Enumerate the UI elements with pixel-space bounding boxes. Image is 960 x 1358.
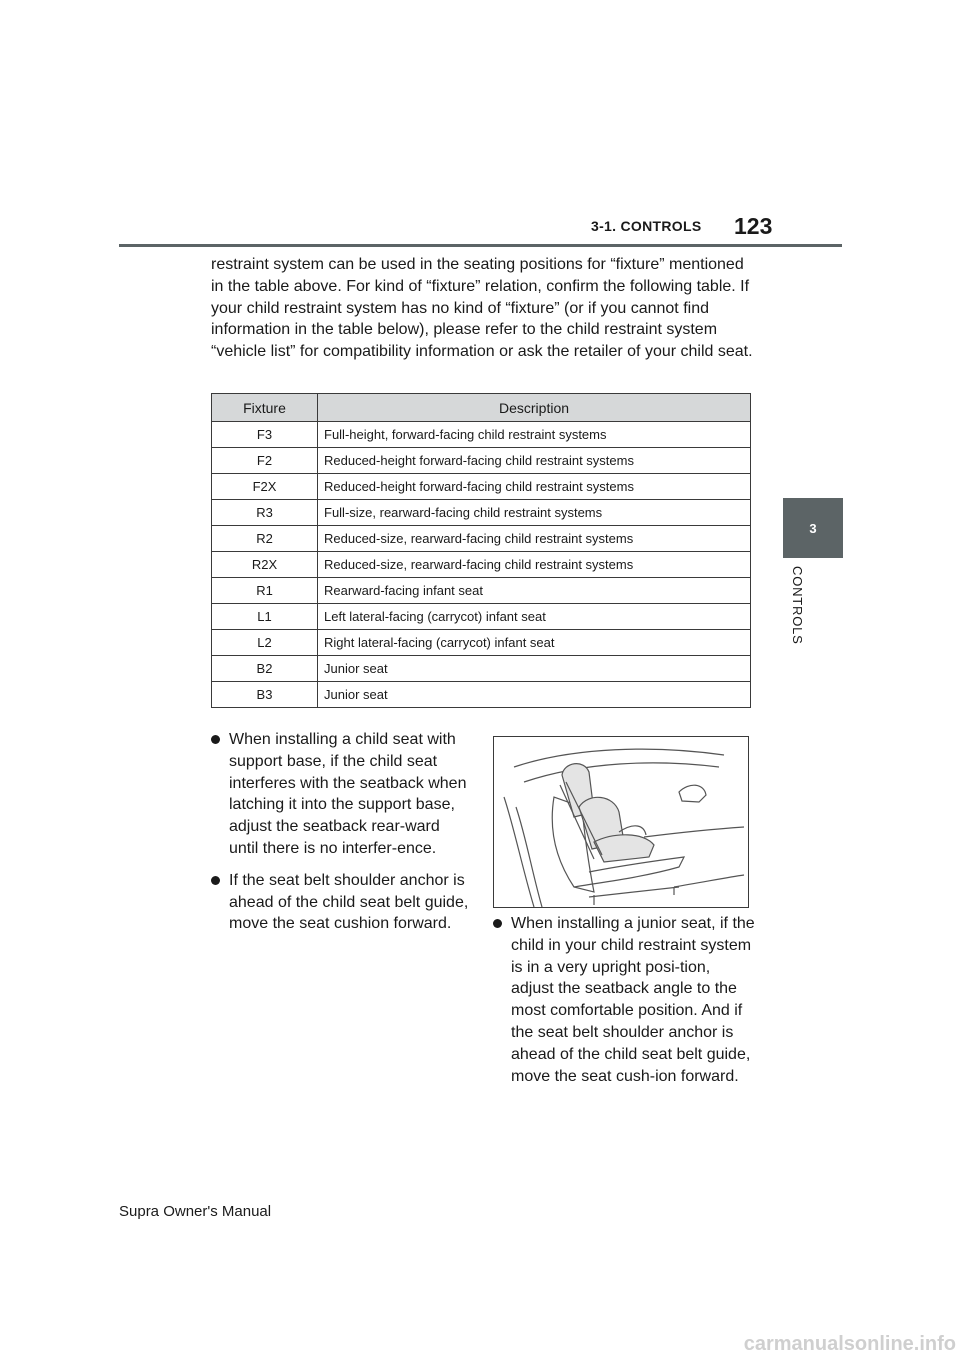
- bullet-icon: [211, 735, 220, 744]
- fixture-description: Reduced-height forward-facing child restraint systems: [318, 474, 751, 500]
- list-item: [211, 729, 473, 860]
- list-item-text: When installing a child seat with support base, if the child seat interferes with the seatback when latching it into the support base, adjust the seatback rear-ward until there is no interfer-ence.: [229, 731, 467, 857]
- fixture-description: Junior seat: [318, 656, 751, 682]
- table-header-row: [212, 394, 751, 422]
- table-row: [212, 552, 751, 578]
- page-number: 123: [734, 213, 773, 239]
- table-row: [212, 448, 751, 474]
- fixture-table: [211, 393, 751, 708]
- fixture-code: F3: [212, 422, 318, 448]
- fixture-description: Full-size, rearward-facing child restraint systems: [318, 500, 751, 526]
- list-item-text: If the seat belt shoulder anchor is ahead of the child seat belt guide, move the seat cushion forward.: [229, 871, 469, 933]
- fixture-code: F2X: [212, 474, 318, 500]
- column-header-fixture: Fixture: [212, 394, 318, 422]
- fixture-description: Reduced-height forward-facing child restraint systems: [318, 448, 751, 474]
- table-row: [212, 526, 751, 552]
- child-seat-drawing: [494, 737, 748, 907]
- list-item-text: When installing a junior seat, if the child in your child restraint system is in a very upright posi-tion, adjust the seatback angle to the most comfortable position. And if the seat belt shoulder anchor is ahead of the child seat belt guide, move the seat cush-ion forward.: [511, 915, 755, 1085]
- intro-paragraph: restraint system can be used in the seating positions for “fixture” mentioned in the table above. For kind of “fixture” relation, confirm the following table. If your child restraint system has no kind of “fixture” (or if you cannot find information in the table below), please refer to the child restraint system “vehicle list” for compatibility information or ask the retailer of your child seat.: [211, 256, 753, 361]
- fixture-code: B3: [212, 682, 318, 708]
- table-row: [212, 422, 751, 448]
- bullet-icon: [211, 876, 220, 885]
- table-row: [212, 656, 751, 682]
- child-seat-illustration: [493, 736, 749, 908]
- list-item: [211, 870, 473, 935]
- instruction-list-right: [493, 913, 755, 1097]
- table-row: [212, 682, 751, 708]
- fixture-description: Rearward-facing infant seat: [318, 578, 751, 604]
- footer-title: Supra Owner's Manual: [119, 1203, 272, 1220]
- fixture-description: Reduced-size, rearward-facing child restraint systems: [318, 526, 751, 552]
- fixture-description: Left lateral-facing (carrycot) infant seat: [318, 604, 751, 630]
- table-row: [212, 630, 751, 656]
- fixture-description: Junior seat: [318, 682, 751, 708]
- watermark: carmanualsonline.info: [743, 1333, 956, 1355]
- table-row: [212, 604, 751, 630]
- fixture-code: R2: [212, 526, 318, 552]
- fixture-code: L2: [212, 630, 318, 656]
- column-header-description: Description: [318, 394, 751, 422]
- fixture-code: R2X: [212, 552, 318, 578]
- instruction-list-left: [211, 729, 473, 945]
- table-row: [212, 500, 751, 526]
- table-row: [212, 578, 751, 604]
- fixture-description: Reduced-size, rearward-facing child restraint systems: [318, 552, 751, 578]
- chapter-label: CONTROLS: [790, 566, 805, 645]
- fixture-description: Right lateral-facing (carrycot) infant seat: [318, 630, 751, 656]
- fixture-code: F2: [212, 448, 318, 474]
- header-divider: [119, 244, 842, 247]
- fixture-code: R3: [212, 500, 318, 526]
- list-item: [493, 913, 755, 1087]
- table-row: [212, 474, 751, 500]
- section-title: 3-1. CONTROLS: [591, 218, 702, 234]
- chapter-tab[interactable]: [783, 498, 843, 558]
- fixture-code: B2: [212, 656, 318, 682]
- fixture-code: L1: [212, 604, 318, 630]
- fixture-code: R1: [212, 578, 318, 604]
- fixture-description: Full-height, forward-facing child restraint systems: [318, 422, 751, 448]
- chapter-number: 3: [809, 520, 817, 536]
- bullet-icon: [493, 919, 502, 928]
